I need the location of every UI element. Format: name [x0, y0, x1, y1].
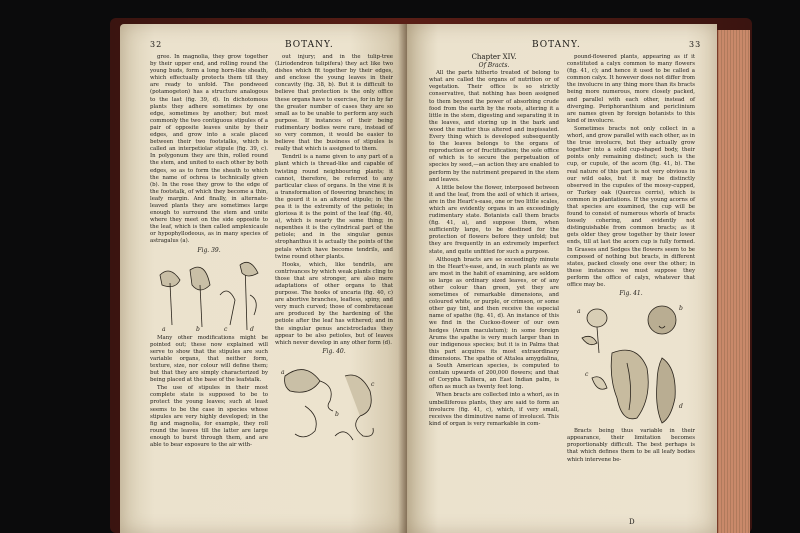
- left-page-number: 32: [150, 40, 163, 49]
- paragraph: gree. In magnolia, they grow together by their upper end, and rolling round the young buds, form a long horn-like sheath, which effectually protects them till they are ready to unfold. The pondweed (potamogeton) has a structure analogous to the last (fig. 39, d). In dichotomous plants they adhere sometimes by one edge, sometimes by another; but most commonly the two contiguous stipules of a pair of opposite leaves unite by their edges, and grow into a scale placed between their two footstalks, which is called an interpetiolar stipule (fig. 39, c). In polygonum they are thin, rolled round the stem, and united to each other by both edges, so as to form the sheath to which the name of ochrea is technically given (b). In the rose they grow to the edge of the footstalk, of which they become a thin, leafy margin. And finally, in alternate-leaved plants they are sometimes large enough to surround the stem and unite where they meet on the side opposite to the leaf, which is then called amplexicaule or hypophyllodeous, as in many species of astragalus (a).: [150, 54, 268, 245]
- fig-label: d: [250, 325, 254, 333]
- page-edges: [717, 30, 750, 533]
- right-page-number: 33: [689, 40, 702, 49]
- paragraph: Although bracts are so exceedingly minute in the Heart's-ease, and, in such plants as we are most in the habit of examining, are seldom so large as ordinary sized leaves, or of any other colour than green, yet they are sometimes of remarkable dimensions, and coloured white, or purple, or crimson, or some other gay tint, and then receive the especial name of spathe (fig. 41, d). An instance of this we find in the Cuckoo-flower of our own hedges (Arum maculatum); in some foreign Arums the spathe is very much larger than in our indigenous species; but it is in Palms that this part acquires its most extraordinary dimensions. The spathe of Attalea amygdalina, a South American species, is computed to contain upwards of 200,000 flowers; and that of Corypha Talliera, an East Indian palm, is often as much as twenty feet long.: [429, 256, 559, 391]
- fig41-illustration: [567, 298, 695, 428]
- paragraph: All the parts hitherto treated of belong to what are called the organs of nutrition or of vegetation. Their office is so strictly conservative, that nothing has been assigned to them beyond the power of absorbing crude food from the earth by the roots, altering it a little in the stem, digesting and separating it in the leaves, and storing up in the bark and wood the matter thus altered and inspissated. Every thing which is developed subsequently to the leaves belongs to the organs of reproduction or of fructification; the sole office of which is to secure the perpetuation of species by seed,—an action they are enabled to perform by the nutriment prepared in the stem and leaves.: [429, 70, 559, 183]
- fig-label: a: [162, 325, 166, 333]
- right-column-1: [429, 54, 559, 429]
- signature-mark: D: [629, 518, 635, 526]
- paragraph: Bracts being thus variable in their appearance, their limitation becomes proportionably difficult. The best perhaps is that which defines them to be all leafy bodies which intervene be-: [567, 428, 695, 463]
- left-running-head: BOTANY.: [285, 40, 334, 50]
- fig40-illustration: [275, 356, 393, 446]
- paragraph: Many other modifications might be pointed out; these now explained will serve to show that the stipules are such variable organs, that neither form, texture, size, nor colour will define them; but that they are simply characterized by being placed at the base of the leafstalk.: [150, 334, 268, 384]
- chapter-subtitle: Of Bracts.: [478, 62, 510, 70]
- right-column-2: [567, 54, 695, 465]
- chapter-title: Chapter XIV.: [471, 53, 517, 61]
- paragraph: out injury; and in the tulip-tree (Liriodendron tulipifera) they act like two dishes which fit together by their edges, and enclose the young leaves in their concavity (fig. 38, b). But it is difficult to believe that protection is the only office these organs have to exercise, for in by far the greater number of cases they are so small as to be unable to perform any such purpose. If instances of their being rudimentary bodies were rare, instead of so very common, it would be easier to believe that the business of stipules is really that which is assigned to them.: [275, 54, 393, 153]
- fig-label: a: [577, 308, 581, 316]
- right-running-head: BOTANY.: [532, 40, 581, 50]
- fig-label: c: [371, 380, 375, 388]
- left-column-1: [150, 54, 268, 450]
- left-column-2: [275, 54, 393, 446]
- fig-label: c: [224, 325, 228, 333]
- paragraph: Sometimes bracts not only collect in a whorl, and grow parallel with each other, as in the true involucre, but they actually grow together into a solid cup-shaped body, their points only remaining distinct; such is the cup, or cupule, of the acorn (fig. 41, b). The real nature of this part is not very obvious in our wild oaks, but it may be distinctly observed in the cupules of the mossy-cupped, or Turkey oak (Quercus cerris), which is common in plantations. If the young acorns of that species are examined, the cup will be found to consist of numerous whorls of bracts loosely cohering, and evidently not distinguishable from common bracts; as it gets older they grow together by their lower ends, till at last the acorn cup is fully formed. In Grasses and Sedges the flowers seem to be composed of nothing but bracts, in different states, packed closely one over the other; in these instances we must suppose they perform the office of calyx, whatever that office may be.: [567, 125, 695, 288]
- paragraph: The use of stipules in their most complete state is supposed to be to protect the young leaves; such at least seems to be the case in species whose stipules are very highly developed; in the fig and magnolia, for example, they roll round the leaves till the latter are large enough to burst through them, and are able to bear exposure to the air with-: [150, 385, 268, 449]
- paragraph: pound-flowered plants, appearing as if it constituted a calyx common to many flowers (fig. 41, c); and hence it used to be called a common calyx. It however does not differ from the involucre in any thing more than its bracts being more numerous, more closely packed, and parallel with each other, instead of diverging. Periphoranthium and periclinium are names given by foreign botanists to this kind of involucre.: [567, 54, 695, 124]
- fig-label: a: [281, 368, 285, 376]
- paragraph: Tendril is a name given to any part of a plant which is thread-like and capable of twisting round neighbouring plants; it cannot, therefore, be referred to any particular class of organs. In the vine it is a transformation of flowering branches; in the gourd it is an altered stipule; in the pea it is the extremity of the petiole; in gloriosa it is the point of the leaf (fig. 40, a), which is nearly the same thing; in nepenthes it is the cylindrical part of the petiole; and in the singular genus strophanthus it is actually the points of the petals which have become tendrils, and twine round other plants.: [275, 154, 393, 260]
- fig-label: b: [335, 410, 339, 418]
- paragraph: When bracts are collected into a whorl, as in umbelliferous plants, they are said to form an involucre (fig. 41, c), which, if very small, receives the diminutive name of involucel. This kind of organ is very remarkable in com-: [429, 392, 559, 427]
- fig39-illustration: [150, 255, 268, 335]
- fig-label: c: [585, 371, 589, 379]
- fig-label: d: [679, 403, 683, 411]
- fig-label: b: [679, 305, 683, 313]
- right-page: [407, 24, 717, 533]
- fig39-caption: Fig. 39.: [197, 246, 221, 254]
- paragraph: A little below the flower, interposed between it and the leaf, from the axil of which it arises, are in the Heart's-ease, one or two little scales, which are evidently organs in an exceedingly rudimentary state. Botanists call them bracts (fig. 41, a), and suppose them, when sufficiently large, to be destined for the protection of flowers before they unfold; but they are frequently in an extremely imperfect state, and quite unfitted for such a purpose.: [429, 184, 559, 255]
- fig41-caption: Fig. 41.: [619, 290, 643, 298]
- paragraph: Hooks, which, like tendrils, are contrivances by which weak plants cling to those that are stronger, are also mere adaptations of other organs to that purpose. The hooks of uncaria (fig. 40, c) are abortive branches, leafless, spiny, and very much curved; those of combretaceae are produced by the hardening of the petiole after the leaf has withered; and in the singular genus ancistrocladus they appear to be also petioles, but of leaves which never develop in any other form (d).: [275, 261, 393, 346]
- left-page: [120, 24, 407, 533]
- fig-label: b: [196, 325, 200, 333]
- fig40-caption: Fig. 40.: [322, 347, 346, 355]
